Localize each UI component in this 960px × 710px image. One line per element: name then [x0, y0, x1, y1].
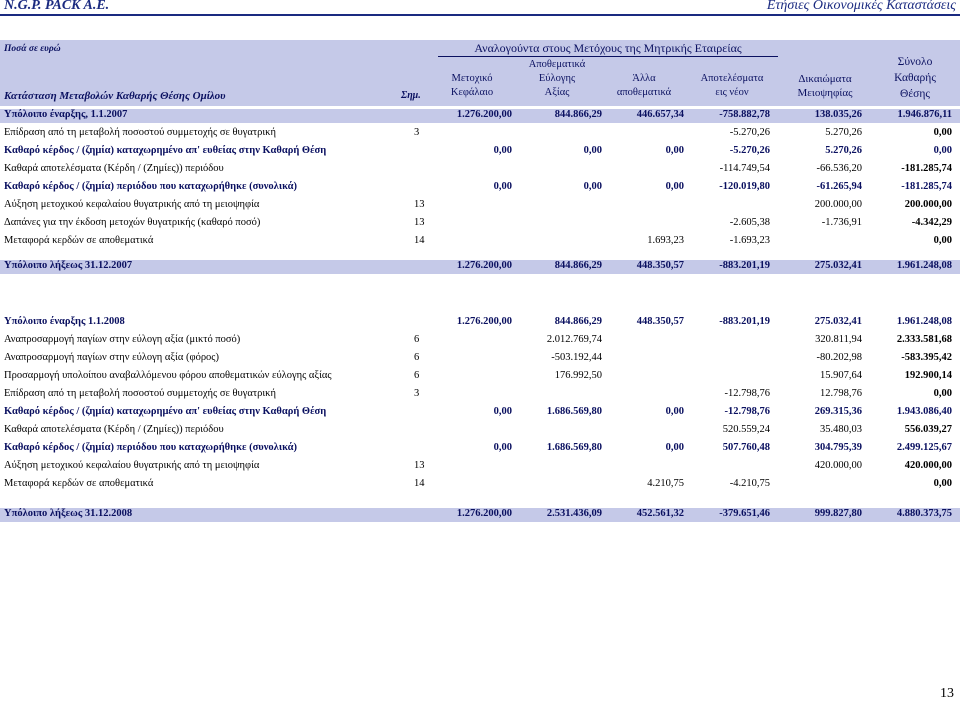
row-value-col5: 999.827,80: [814, 508, 862, 519]
row-value-col6: 0,00: [933, 235, 952, 246]
row-value-col2: 844.866,29: [554, 260, 602, 271]
col-total-equity: [870, 54, 960, 102]
row-value-col6: -4.342,29: [911, 217, 952, 228]
row-value-col4: -5.270,26: [729, 127, 770, 138]
row-label: Υπόλοιπο έναρξης, 1.1.2007: [4, 109, 128, 120]
row-value-col4: -379.651,46: [719, 508, 770, 519]
currency-note: Ποσά σε ευρώ: [4, 44, 61, 54]
row-value-col4: -2.605,38: [729, 217, 770, 228]
row-value-col2: 0,00: [583, 145, 602, 156]
row-value-col5: -80.202,98: [816, 352, 862, 363]
col-fair-value-line3: Αξίας: [544, 87, 570, 98]
row-value-col1: 1.276.200,00: [456, 316, 512, 327]
col-retained-earnings: [688, 72, 776, 100]
row-value-col4: -5.270,26: [729, 145, 770, 156]
row-note: 6: [414, 334, 420, 345]
row-value-col6: 420.000,00: [904, 460, 952, 471]
row-value-col6: 0,00: [933, 388, 952, 399]
row-label: Αύξηση μετοχικού κεφαλαίου θυγατρικής από τη μειοψηφία: [4, 460, 260, 471]
row-value-col5: 12.798,76: [820, 388, 862, 399]
company-name: N.G.P. PACK A.E.: [4, 0, 110, 13]
row-label: Μεταφορά κερδών σε αποθεματικά: [4, 235, 154, 246]
table-title: Κατάσταση Μεταβολών Καθαρής Θέσης Ομίλου: [4, 90, 226, 102]
row-value-col1: 1.276.200,00: [456, 260, 512, 271]
row-value-col3: 446.657,34: [636, 109, 684, 120]
row-value-col4: -12.798,76: [724, 406, 770, 417]
row-value-col6: 1.961.248,08: [896, 316, 952, 327]
row-value-col2: 2.531.436,09: [546, 508, 602, 519]
col-total-line2: Καθαρής: [894, 72, 936, 84]
row-value-col6: 0,00: [933, 127, 952, 138]
row-value-col5: 304.795,39: [814, 442, 862, 453]
row-note: 14: [414, 235, 425, 246]
col-other-reserves-line2: αποθεματικά: [616, 87, 672, 98]
col-fair-value-line2: Εύλογης: [538, 73, 576, 84]
row-value-col2: -503.192,44: [551, 352, 602, 363]
row-note: 13: [414, 217, 425, 228]
row-note: 3: [414, 127, 420, 138]
row-note: 3: [414, 388, 420, 399]
row-value-col1: 1.276.200,00: [456, 508, 512, 519]
row-value-col4: -1.693,23: [729, 235, 770, 246]
row-value-col5: 320.811,94: [815, 334, 862, 345]
row-value-col5: -1.736,91: [821, 217, 862, 228]
row-label: Δαπάνες για την έκδοση μετοχών θυγατρικής (καθαρό ποσό): [4, 217, 261, 228]
row-value-col5: 420.000,00: [814, 460, 862, 471]
col-other-reserves: [604, 72, 684, 100]
row-value-col4: 507.760,48: [722, 442, 770, 453]
row-value-col5: 138.035,26: [814, 109, 862, 120]
col-minority-interest: [780, 72, 870, 100]
row-value-col6: 4.880.373,75: [896, 508, 952, 519]
row-value-col5: 15.907,64: [820, 370, 862, 381]
row-label: Υπόλοιπο έναρξης 1.1.2008: [4, 316, 125, 327]
row-note: 13: [414, 460, 425, 471]
row-label: Επίδραση από τη μεταβολή ποσοστού συμμετοχής σε θυγατρική: [4, 127, 276, 138]
row-value-col6: 1.946.876,11: [897, 109, 952, 120]
row-note: 14: [414, 478, 425, 489]
col-share-capital-line2: Κεφάλαιο: [450, 87, 494, 98]
row-value-col6: 200.000,00: [904, 199, 952, 210]
row-label: Μεταφορά κερδών σε αποθεματικά: [4, 478, 154, 489]
row-value-col2: 844.866,29: [554, 316, 602, 327]
row-value-col5: 200.000,00: [814, 199, 862, 210]
row-value-col3: 448.350,57: [636, 260, 684, 271]
row-value-col3: 0,00: [665, 181, 684, 192]
row-value-col4: -758.882,78: [719, 109, 770, 120]
row-label: Προσαρμογή υπολοίπου αναβαλλόμενου φόρου αποθεματικών εύλογης αξίας: [4, 370, 332, 381]
row-value-col5: 5.270,26: [825, 127, 862, 138]
row-value-col1: 1.276.200,00: [456, 109, 512, 120]
row-value-col5: 269.315,36: [814, 406, 862, 417]
row-value-col6: 556.039,27: [904, 424, 952, 435]
row-label: Υπόλοιπο λήξεως 31.12.2008: [4, 508, 133, 519]
row-value-col2: 176.992,50: [554, 370, 602, 381]
row-value-col4: -120.019,80: [719, 181, 770, 192]
row-value-col1: 0,00: [493, 406, 512, 417]
row-value-col3: 0,00: [665, 442, 684, 453]
col-minority-line2: Μειοψηφίας: [797, 87, 853, 99]
note-column-header: Σημ.: [401, 90, 421, 101]
row-label: Καθαρό κέρδος / (ζημία) περιόδου που καταχωρήθηκε (συνολικά): [4, 442, 297, 453]
row-value-col4: -114.749,54: [719, 163, 770, 174]
row-value-col5: -61.265,94: [816, 181, 862, 192]
row-value-col6: 2.499.125,67: [896, 442, 952, 453]
row-label: Επίδραση από τη μεταβολή ποσοστού συμμετοχής σε θυγατρική: [4, 388, 276, 399]
col-retained-line2: εις νέον: [715, 87, 749, 98]
row-value-col3: 0,00: [665, 406, 684, 417]
row-value-col5: 5.270,26: [825, 145, 862, 156]
row-label: Υπόλοιπο λήξεως 31.12.2007: [4, 260, 133, 271]
row-value-col4: -883.201,19: [719, 260, 770, 271]
row-value-col3: 452.561,32: [636, 508, 684, 519]
row-value-col6: -181.285,74: [901, 163, 952, 174]
col-share-capital: [432, 72, 512, 100]
row-value-col4: -12.798,76: [724, 388, 770, 399]
report-title: Ετήσιες Οικονομικές Καταστάσεις: [766, 0, 956, 13]
row-label: Αναπροσαρμογή παγίων στην εύλογη αξία (μικτό ποσό): [4, 334, 241, 345]
row-value-col6: -583.395,42: [901, 352, 952, 363]
row-label: Αναπροσαρμογή παγίων στην εύλογη αξία (φόρος): [4, 352, 219, 363]
row-value-col3: 448.350,57: [636, 316, 684, 327]
row-value-col3: 0,00: [665, 145, 684, 156]
row-value-col5: 35.480,03: [820, 424, 862, 435]
row-value-col5: 275.032,41: [814, 260, 862, 271]
row-value-col2: 0,00: [583, 181, 602, 192]
row-value-col6: 0,00: [933, 145, 952, 156]
group-header: Αναλογούντα στους Μετόχους της Μητρικής Εταιρείας: [438, 40, 778, 57]
row-note: 6: [414, 352, 420, 363]
row-value-col2: 1.686.569,80: [546, 406, 602, 417]
row-value-col1: 0,00: [493, 181, 512, 192]
col-share-capital-line1: Μετοχικό: [451, 73, 493, 84]
header-rule: [0, 14, 960, 16]
row-value-col4: -883.201,19: [719, 316, 770, 327]
col-fair-value-line1: Αποθεματικά: [528, 59, 586, 70]
row-label: Καθαρά αποτελέσματα (Κέρδη / (Ζημίες)) περιόδου: [4, 424, 224, 435]
row-value-col4: -4.210,75: [729, 478, 770, 489]
row-note: 6: [414, 370, 420, 381]
col-other-reserves-line1: Άλλα: [632, 73, 656, 84]
row-value-col6: 1.943.086,40: [896, 406, 952, 417]
col-retained-line1: Αποτελέσματα: [700, 73, 764, 84]
col-total-line1: Σύνολο: [897, 56, 933, 68]
row-value-col2: 2.012.769,74: [546, 334, 602, 345]
row-value-col5: -66.536,20: [816, 163, 862, 174]
page-header: [0, 0, 960, 15]
row-value-col6: 192.900,14: [904, 370, 952, 381]
row-value-col6: 1.961.248,08: [896, 260, 952, 271]
row-value-col6: -181.285,74: [901, 181, 952, 192]
row-value-col1: 0,00: [493, 145, 512, 156]
row-value-col3: 1.693,23: [647, 235, 684, 246]
row-value-col6: 2.333.581,68: [896, 334, 952, 345]
row-value-col6: 0,00: [933, 478, 952, 489]
row-value-col3: 4.210,75: [647, 478, 684, 489]
row-value-col4: 520.559,24: [722, 424, 770, 435]
row-label: Καθαρό κέρδος / (ζημία) καταχωρημένο απ' ευθείας στην Καθαρή Θέση: [4, 145, 327, 156]
row-label: Καθαρό κέρδος / (ζημία) περιόδου που καταχωρήθηκε (συνολικά): [4, 181, 297, 192]
col-minority-line1: Δικαιώματα: [798, 73, 852, 85]
row-note: 13: [414, 199, 425, 210]
row-value-col5: 275.032,41: [814, 316, 862, 327]
row-label: Αύξηση μετοχικού κεφαλαίου θυγατρικής από τη μειοψηφία: [4, 199, 260, 210]
col-total-line3: Θέσης: [900, 88, 930, 100]
row-label: Καθαρό κέρδος / (ζημία) καταχωρημένο απ' ευθείας στην Καθαρή Θέση: [4, 406, 327, 417]
row-value-col2: 1.686.569,80: [546, 442, 602, 453]
row-value-col1: 0,00: [493, 442, 512, 453]
page-number: 13: [940, 686, 954, 701]
row-label: Καθαρά αποτελέσματα (Κέρδη / (Ζημίες)) περιόδου: [4, 163, 224, 174]
col-fair-value-reserves: [512, 58, 602, 100]
row-value-col2: 844.866,29: [554, 109, 602, 120]
